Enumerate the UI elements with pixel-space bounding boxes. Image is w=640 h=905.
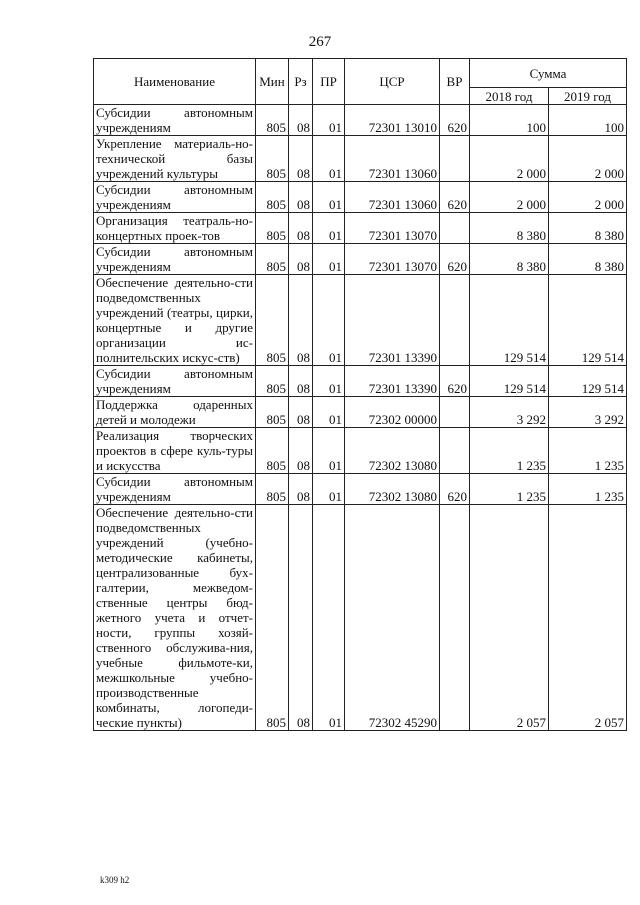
footer-code: k309 h2	[100, 875, 130, 885]
row-sum-2019: 8 380	[549, 244, 627, 275]
row-sum-2018: 129 514	[470, 366, 549, 397]
row-sum-2018: 2 000	[470, 182, 549, 213]
table-row	[94, 505, 627, 731]
table-row	[94, 213, 627, 244]
row-pr: 01	[313, 244, 345, 275]
row-vr	[440, 505, 470, 731]
row-rz: 08	[289, 213, 313, 244]
row-csr: 72301 13060	[345, 182, 440, 213]
row-rz: 08	[289, 136, 313, 182]
row-min: 805	[256, 105, 289, 136]
table-row	[94, 244, 627, 275]
row-csr: 72302 13080	[345, 474, 440, 505]
table-row	[94, 182, 627, 213]
row-vr: 620	[440, 244, 470, 275]
row-sum-2019: 3 292	[549, 397, 627, 428]
row-vr	[440, 213, 470, 244]
row-pr: 01	[313, 275, 345, 366]
row-name: Обеспечение деятельно-сти подведомственных учреждений (театры, цирки, концертные и другие организации ис-полнительских искус-ств)	[94, 275, 256, 366]
row-pr: 01	[313, 397, 345, 428]
row-sum-2018: 129 514	[470, 275, 549, 366]
row-sum-2019: 129 514	[549, 366, 627, 397]
row-min: 805	[256, 136, 289, 182]
row-pr: 01	[313, 105, 345, 136]
row-sum-2018: 2 000	[470, 136, 549, 182]
row-sum-2019: 100	[549, 105, 627, 136]
row-vr	[440, 428, 470, 474]
table-row	[94, 105, 627, 136]
row-csr: 72302 00000	[345, 397, 440, 428]
row-vr: 620	[440, 474, 470, 505]
row-vr	[440, 136, 470, 182]
row-rz: 08	[289, 366, 313, 397]
row-name: Субсидии автономным учреждениям	[94, 182, 256, 213]
table-row	[94, 275, 627, 366]
row-sum-2018: 8 380	[470, 213, 549, 244]
header-rz: Рз	[289, 59, 313, 105]
row-rz: 08	[289, 182, 313, 213]
row-name: Организация театраль-но-концертных проек-тов	[94, 213, 256, 244]
row-csr: 72302 45290	[345, 505, 440, 731]
table-body	[94, 105, 627, 731]
row-name: Субсидии автономным учреждениям	[94, 105, 256, 136]
row-sum-2018: 8 380	[470, 244, 549, 275]
row-pr: 01	[313, 136, 345, 182]
row-pr: 01	[313, 213, 345, 244]
row-rz: 08	[289, 275, 313, 366]
row-rz: 08	[289, 505, 313, 731]
row-min: 805	[256, 428, 289, 474]
budget-table	[93, 58, 627, 731]
row-rz: 08	[289, 397, 313, 428]
row-sum-2019: 2 057	[549, 505, 627, 731]
row-pr: 01	[313, 505, 345, 731]
row-vr	[440, 275, 470, 366]
table-row	[94, 136, 627, 182]
row-vr	[440, 397, 470, 428]
row-pr: 01	[313, 428, 345, 474]
row-min: 805	[256, 213, 289, 244]
row-sum-2018: 2 057	[470, 505, 549, 731]
row-name: Поддержка одаренных детей и молодежи	[94, 397, 256, 428]
row-name: Субсидии автономным учреждениям	[94, 366, 256, 397]
row-csr: 72301 13390	[345, 366, 440, 397]
row-name: Субсидии автономным учреждениям	[94, 474, 256, 505]
row-sum-2019: 8 380	[549, 213, 627, 244]
table-row	[94, 397, 627, 428]
row-csr: 72301 13010	[345, 105, 440, 136]
row-pr: 01	[313, 366, 345, 397]
row-vr: 620	[440, 366, 470, 397]
row-sum-2019: 129 514	[549, 275, 627, 366]
row-name: Обеспечение деятельно-сти подведомственных учреждений (учебно-методические кабинеты, централизованные бух-галтерии, межведом-ственные центры бюд-жетного учета и отчет-ности, группы хозяй-ственного обслужива-ния, учебные фильмоте-ки, межшкольные учебно-производственные комбинаты, логопеди-ческие пункты)	[94, 505, 256, 731]
row-pr: 01	[313, 474, 345, 505]
row-pr: 01	[313, 182, 345, 213]
row-sum-2018: 3 292	[470, 397, 549, 428]
row-vr: 620	[440, 105, 470, 136]
row-min: 805	[256, 244, 289, 275]
header-min: Мин	[256, 59, 289, 105]
table-header	[94, 59, 627, 105]
row-csr: 72301 13070	[345, 213, 440, 244]
row-sum-2019: 1 235	[549, 428, 627, 474]
row-sum-2019: 2 000	[549, 182, 627, 213]
row-name: Реализация творческих проектов в сфере куль-туры и искусства	[94, 428, 256, 474]
row-name: Субсидии автономным учреждениям	[94, 244, 256, 275]
row-sum-2018: 1 235	[470, 474, 549, 505]
row-sum-2018: 100	[470, 105, 549, 136]
row-vr: 620	[440, 182, 470, 213]
row-rz: 08	[289, 428, 313, 474]
row-csr: 72301 13390	[345, 275, 440, 366]
header-year-2018: 2018 год	[470, 88, 549, 105]
table-row	[94, 474, 627, 505]
row-rz: 08	[289, 105, 313, 136]
table-row	[94, 366, 627, 397]
header-vr: ВР	[440, 59, 470, 105]
row-csr: 72301 13070	[345, 244, 440, 275]
page-number: 267	[308, 34, 332, 50]
row-rz: 08	[289, 244, 313, 275]
header-csr: ЦСР	[345, 59, 440, 105]
row-min: 805	[256, 275, 289, 366]
row-min: 805	[256, 182, 289, 213]
row-sum-2019: 2 000	[549, 136, 627, 182]
row-csr: 72302 13080	[345, 428, 440, 474]
row-min: 805	[256, 397, 289, 428]
row-sum-2018: 1 235	[470, 428, 549, 474]
header-name: Наименование	[94, 59, 256, 105]
row-rz: 08	[289, 474, 313, 505]
table-row	[94, 428, 627, 474]
header-year-2019: 2019 год	[549, 88, 627, 105]
header-sum: Сумма	[470, 59, 627, 88]
row-name: Укрепление материаль-но-технической базы учреждений культуры	[94, 136, 256, 182]
row-csr: 72301 13060	[345, 136, 440, 182]
row-sum-2019: 1 235	[549, 474, 627, 505]
row-min: 805	[256, 505, 289, 731]
header-pr: ПР	[313, 59, 345, 105]
row-min: 805	[256, 366, 289, 397]
row-min: 805	[256, 474, 289, 505]
